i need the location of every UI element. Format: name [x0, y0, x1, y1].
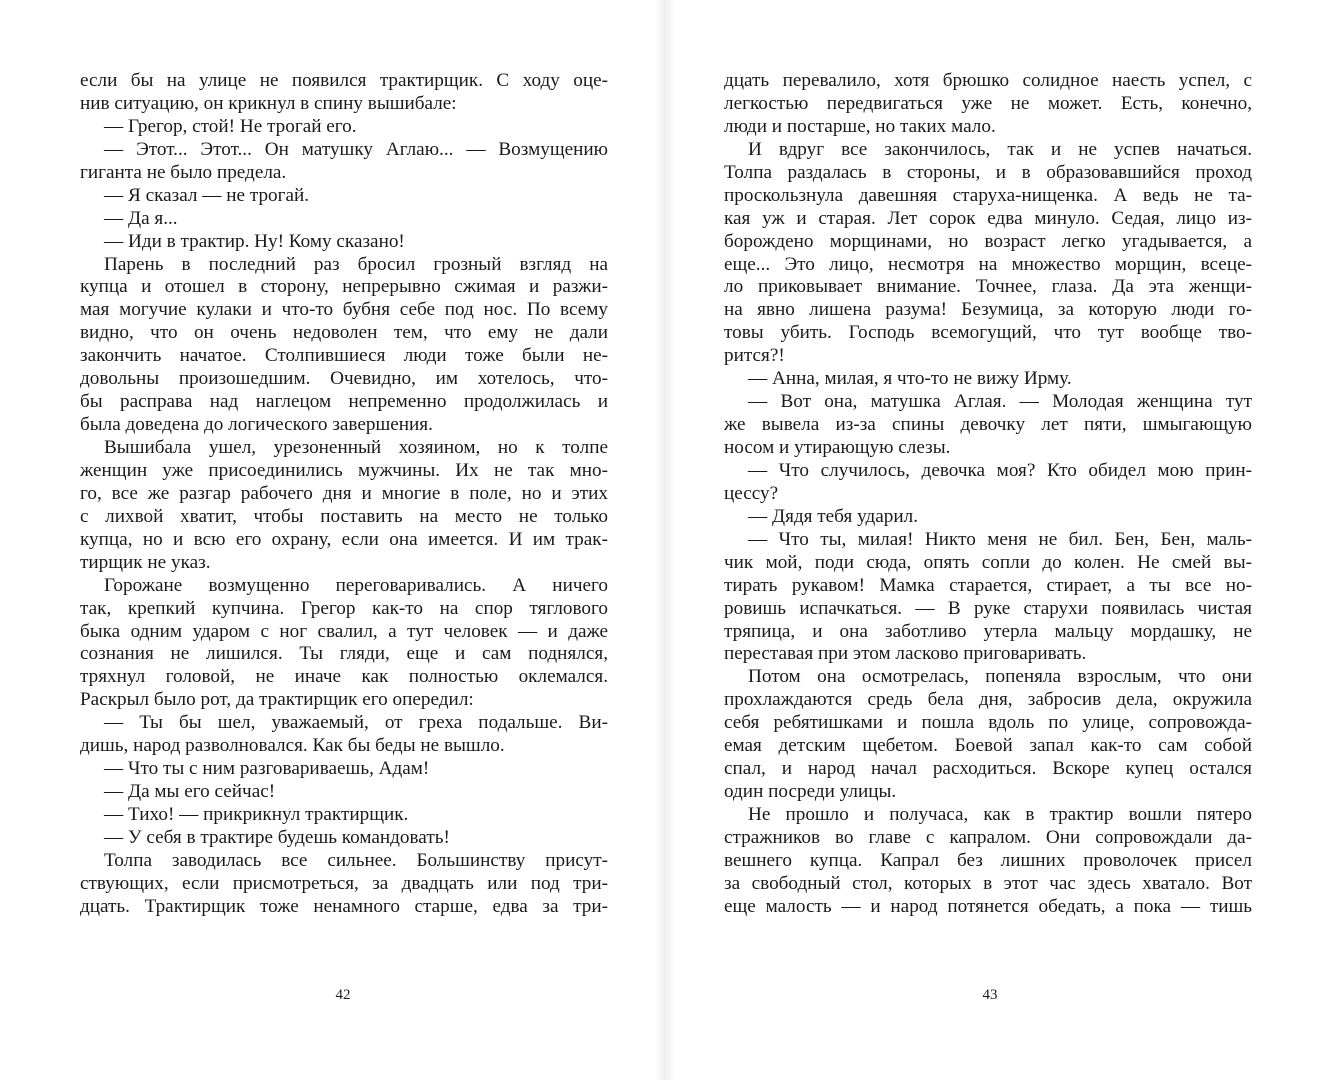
text-line: Потом она осмотрелась, попеняла взрослым, что они — [748, 666, 1252, 688]
text-line: проскользнула давешняя старуха-нищенка. А ведь не та- — [724, 184, 1252, 206]
text-line: го, все же разгар рабочего дня и многие в поле, но и этих — [80, 482, 608, 504]
text-line: чик мой, поди сюда, опять сопли до колен. Не смей вы- — [724, 551, 1252, 573]
text-line: легкостью передвигаться уже не может. Есть, конечно, — [724, 92, 1252, 114]
text-line: — Что ты с ним разговариваешь, Адам! — [104, 758, 430, 780]
text-line: — Ты бы шел, уважаемый, от греха подальше. Ви- — [104, 712, 608, 734]
text-line: на явно лишена разума! Безумица, за которую люди го- — [724, 299, 1252, 321]
text-line: сознания не лишился. Ты гляди, еще и сам поднялся, — [80, 643, 608, 665]
text-line: дцать. Трактирщик тоже ненамного старше, едва за три- — [80, 895, 608, 917]
text-line: нив ситуацию, он крикнул в спину вышибале: — [80, 92, 457, 114]
text-line: — Да я... — [104, 207, 178, 229]
right-page-number: 43 — [982, 987, 998, 1003]
text-line: если бы на улице не появился трактирщик. С ходу оце- — [80, 70, 608, 91]
text-line: люди и постарше, но таких мало. — [724, 115, 996, 137]
text-line: ровишь испачкаться. — В руке старухи появилась чистая — [724, 597, 1252, 619]
text-line: Раскрыл было рот, да трактирщик его опередил: — [80, 689, 474, 711]
text-line: — Я сказал — не трогай. — [104, 184, 310, 206]
text-line: себя ребятишками и пошла вдоль по улице, сопровожда- — [724, 712, 1252, 734]
text-line: же вывела из-за спины девочку лет пяти, шмыгающую — [724, 414, 1252, 436]
text-line: Толпа раздалась в стороны, и в образовавшийся проход — [724, 161, 1252, 183]
text-line: тирщик не указ. — [80, 551, 211, 573]
text-line: — Да мы его сейчас! — [104, 781, 276, 803]
text-line: цессу? — [724, 482, 779, 504]
text-line: стражников во главе с капралом. Они сопровождали да- — [724, 826, 1252, 848]
text-line: еще малость — и народ потянется обедать, а пока — тишь — [724, 895, 1252, 917]
text-line: купца и отошел в сторону, непрерывно сжимая и разжи- — [80, 276, 608, 298]
text-line: видно, что он очень недоволен тем, что ему не дали — [80, 322, 608, 344]
text-line: бы расправа над наглецом непременно продолжилась и — [80, 391, 608, 413]
text-line: один посреди улицы. — [724, 781, 897, 803]
text-line: Парень в последний раз бросил грозный взгляд на — [104, 253, 608, 275]
text-line: — Вот она, матушка Аглая. — Молодая женщина тут — [748, 391, 1252, 413]
text-line: товы убить. Господь всемогущий, что тут вообще тво- — [724, 322, 1252, 344]
text-line: носом и утирающую слезы. — [724, 437, 951, 458]
text-line: купца, но и всю его охрану, если она имеется. И им трак- — [80, 528, 608, 550]
book-gutter — [655, 0, 675, 1080]
text-line: за свободный стол, которых в этот час здесь хватало. Вот — [724, 872, 1252, 894]
text-line: была доведена до логического завершения. — [80, 414, 433, 436]
text-line: кая уж и старая. Лет сорок едва минуло. Седая, лицо из- — [724, 207, 1252, 229]
text-line: с лихвой хватит, чтобы поставить на место не только — [80, 505, 608, 527]
text-line: быка одним ударом с ног свалил, а тут человек — и даже — [80, 620, 608, 642]
text-line: закончить начатое. Столпившиеся люди тоже были не- — [80, 345, 608, 367]
text-line: — У себя в трактире будешь командовать! — [104, 826, 450, 848]
text-line: мая могучие кулаки и что-то бубня себе под нос. По всему — [80, 299, 608, 321]
text-line: дишь, народ разволновался. Как бы беды не вышло. — [80, 735, 505, 757]
text-line: — Что ты, милая! Никто меня не бил. Бен, Бен, маль- — [748, 528, 1252, 550]
text-line: довольны произошедшим. Очевидно, им хотелось, что- — [80, 368, 608, 390]
text-line: — Анна, милая, я что-то не вижу Ирму. — [748, 368, 1072, 390]
text-line: Вышибала ушел, урезоненный хозяином, но к толпе — [104, 437, 608, 458]
left-page-number: 42 — [335, 987, 351, 1003]
text-line: тирать рукавом! Мамка старается, стирает, а ты все но- — [724, 574, 1252, 596]
text-line: женщин уже присоединились мужчины. Их не так мно- — [80, 459, 608, 481]
text-line: — Что случилось, девочка моя? Кто обидел мою прин- — [748, 459, 1252, 481]
text-line: — Этот... Этот... Он матушку Аглаю... — Возмущению — [104, 138, 608, 160]
text-line: борождено морщинами, но возраст легко угадывается, а — [724, 230, 1252, 252]
text-line: емая детским щебетом. Боевой запал как-то сам собой — [724, 735, 1252, 757]
text-line: Не прошло и получаса, как в трактир вошли пятеро — [748, 804, 1252, 825]
text-line: рится?! — [724, 345, 785, 367]
text-line: прохлаждаются средь бела дня, забросив дела, окружила — [724, 689, 1252, 711]
text-line: ло приковывает внимание. Точнее, глаза. Да эта женщи- — [724, 276, 1252, 298]
text-line: — Грегор, стой! Не трогай его. — [104, 115, 357, 137]
text-line: — Тихо! — прикрикнул трактирщик. — [104, 804, 409, 825]
text-line: Горожане возмущенно переговаривались. А ничего — [104, 574, 608, 596]
text-line: переставая при этом ласково приговаривать. — [724, 643, 1087, 665]
text-line: — Дядя тебя ударил. — [748, 505, 918, 527]
text-line: тряхнул головой, не иначе как полностью оклемался. — [80, 666, 608, 688]
text-line: гиганта не было предела. — [80, 161, 287, 183]
text-line: дцать перевалило, хотя брюшко солидное наесть успел, с — [724, 70, 1252, 91]
text-line: еще... Это лицо, несмотря на множество морщин, всеце- — [724, 253, 1252, 275]
text-line: — Иди в трактир. Ну! Кому сказано! — [104, 230, 405, 252]
text-line: ствующих, если присмотреться, за двадцать или под три- — [80, 872, 608, 894]
right-page — [724, 70, 1252, 970]
text-line: вешнего купца. Капрал без лишних проволочек присел — [724, 849, 1252, 871]
text-line: И вдруг все закончилось, так и не успев начаться. — [748, 138, 1252, 160]
text-line: так, крепкий купчина. Грегор как-то на спор тяглового — [80, 597, 608, 619]
text-line: спал, и народ начал расходиться. Вскоре купец остался — [724, 758, 1252, 780]
text-line: тряпица, и она заботливо утерла мальцу мордашку, не — [724, 620, 1252, 642]
text-line: Толпа заводилась все сильнее. Большинству присут- — [104, 849, 608, 871]
left-page — [80, 70, 608, 970]
